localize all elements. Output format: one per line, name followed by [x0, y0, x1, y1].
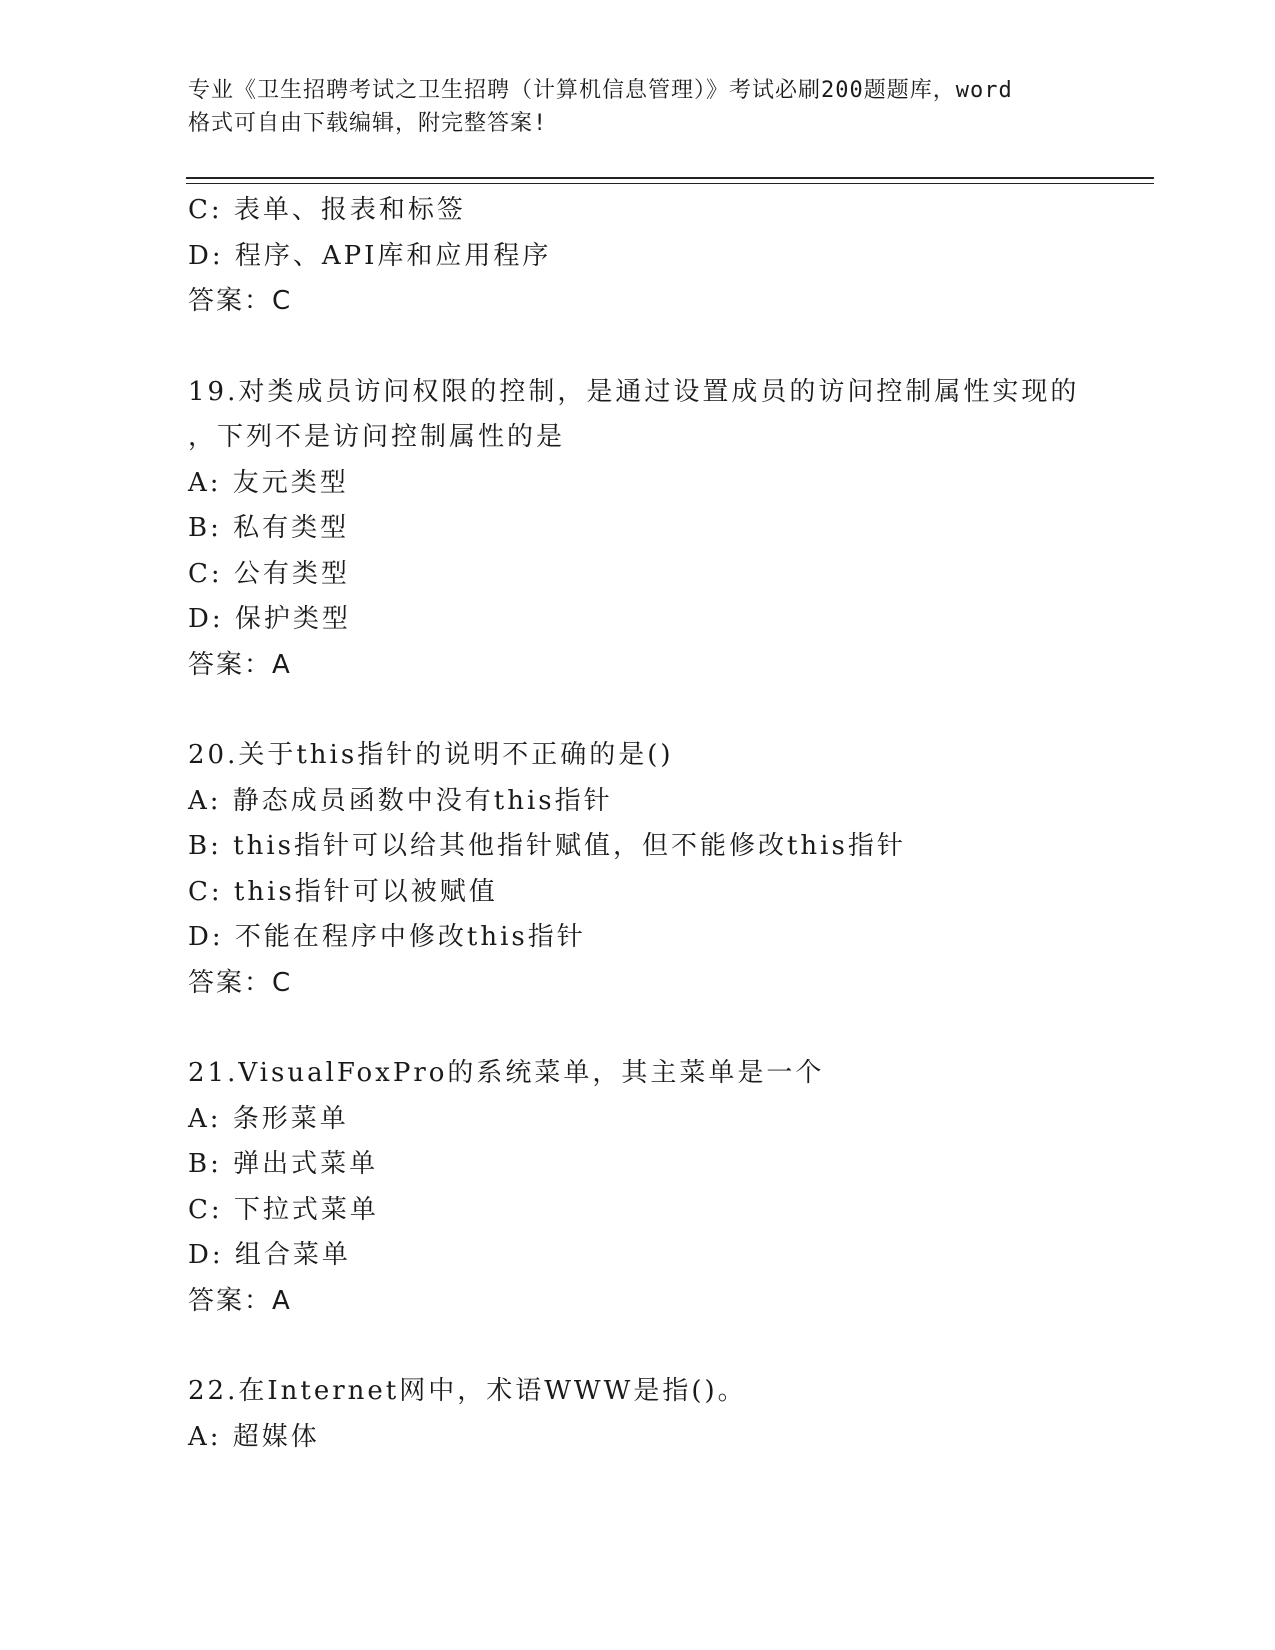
option-c: C: 下拉式菜单	[188, 1194, 379, 1225]
answer: 答案：A	[188, 1285, 292, 1316]
option-c: C: 表单、报表和标签	[188, 195, 466, 225]
question-18-tail	[188, 188, 1148, 325]
question-stem-continued: ，下列不是访问控制属性的是	[188, 422, 566, 452]
option-a: A: 静态成员函数中没有this指针	[188, 785, 613, 816]
question-22	[188, 1369, 1148, 1460]
option-d: D: 组合菜单	[188, 1240, 351, 1270]
option-a: A: 超媒体	[188, 1421, 320, 1452]
header-line-1: 专业《卫生招聘考试之卫生招聘（计算机信息管理）》考试必刷200题题库，word	[188, 78, 1013, 103]
header-line-2: 格式可自由下载编辑，附完整答案!	[188, 111, 548, 136]
option-b: B: 弹出式菜单	[188, 1149, 379, 1179]
option-b: B: this指针可以给其他指针赋值，但不能修改this指针	[188, 831, 906, 861]
question-21	[188, 1051, 1148, 1324]
option-a: A: 友元类型	[188, 467, 349, 498]
option-d: D: 程序、API库和应用程序	[188, 240, 552, 271]
option-d: D: 不能在程序中修改this指针	[188, 922, 586, 952]
answer: 答案：C	[188, 286, 293, 316]
question-stem: 20.关于this指针的说明不正确的是()	[188, 740, 674, 770]
answer: 答案：C	[188, 967, 293, 998]
header-divider-thin	[186, 183, 1154, 184]
question-list	[188, 188, 1148, 1460]
option-b: B: 私有类型	[188, 513, 350, 543]
option-d: D: 保护类型	[188, 604, 351, 634]
question-20	[188, 733, 1148, 1006]
question-stem: 21.VisualFoxPro的系统菜单，其主菜单是一个	[188, 1058, 825, 1088]
document-header	[188, 74, 1088, 140]
question-19	[188, 370, 1148, 689]
header-divider-thick	[186, 177, 1154, 179]
option-c: C: 公有类型	[188, 558, 350, 589]
question-stem: 19.对类成员访问权限的控制，是通过设置成员的访问控制属性实现的	[188, 376, 1080, 407]
answer: 答案：A	[188, 649, 292, 680]
question-stem: 22.在Internet网中，术语WWW是指()。	[188, 1376, 747, 1406]
option-a: A: 条形菜单	[188, 1103, 349, 1134]
option-c: C: this指针可以被赋值	[188, 876, 498, 907]
